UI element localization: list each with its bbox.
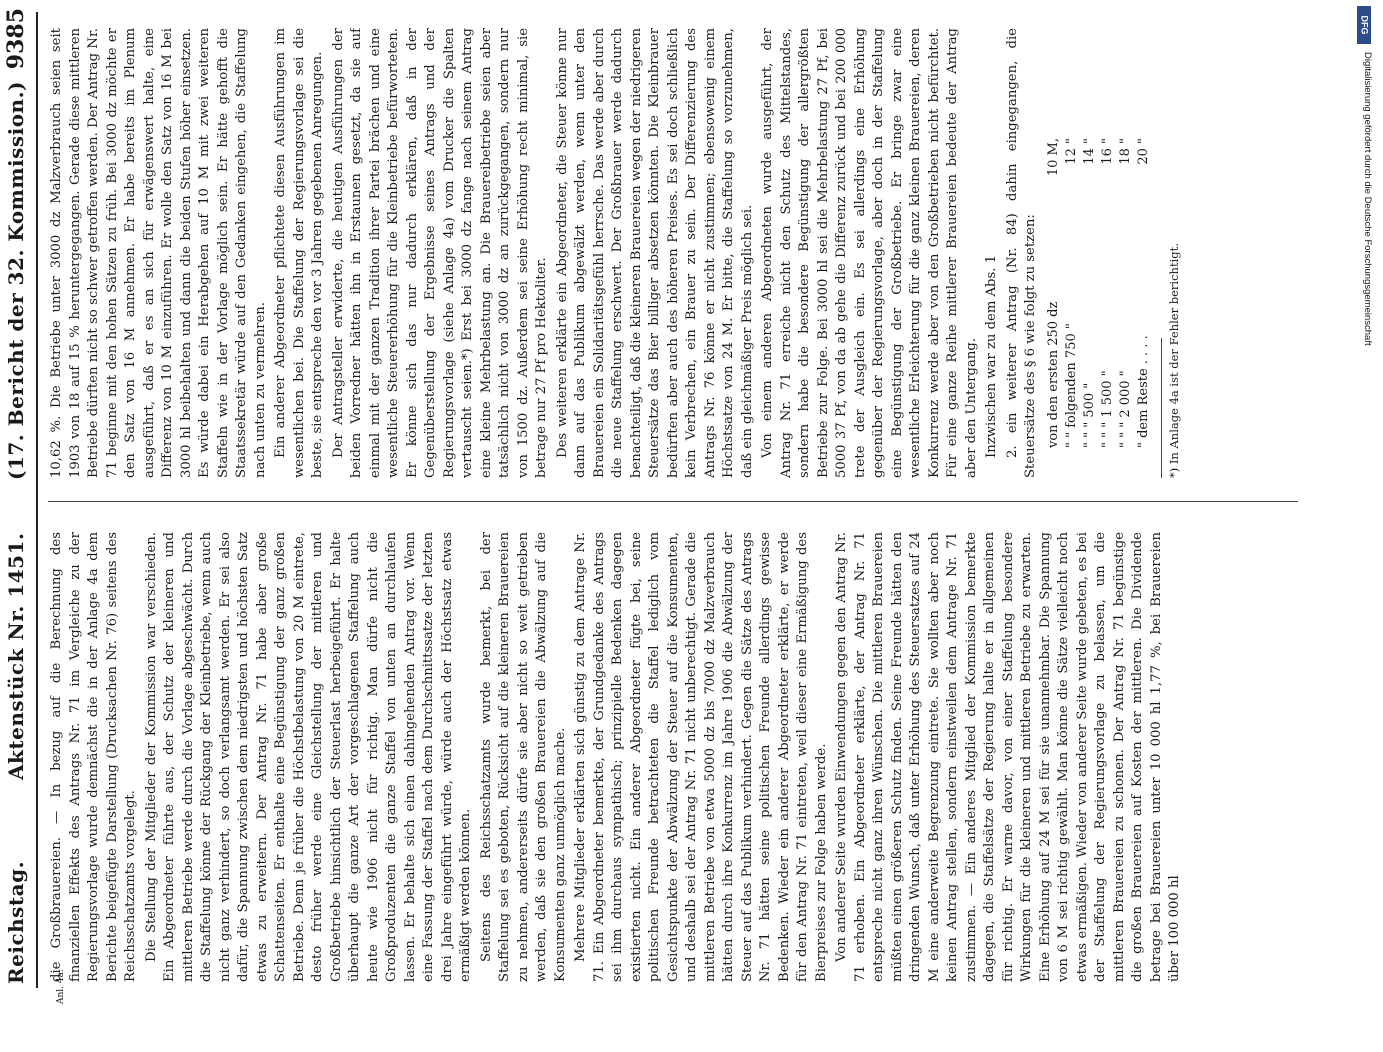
right-column — [48, 28, 1313, 478]
credit-text: Digitalisierung gefördert durch die Deutsche Forschungsgemeinschaft — [1362, 52, 1373, 346]
header-rule — [36, 12, 38, 988]
footnote-rule — [1161, 338, 1162, 478]
right-paragraph-5: Von einem anderen Abgeordneten wurde ausgeführt, der Antrag Nr. 71 erreiche nicht den Schutz des Mittelstandes, sondern habe die besondere Begünstigung der allergrößten Betriebe zur Folge. Bei 3000 hl sei die Mehrbelastung 27 Pf, bei 5000 37 Pf, von da ab gehe die Differenz zurück und bei 200 000 trete der Ausgleich ein. Es sei allerdings eine Erhöhung gegenüber der Regierungsvorlage, aber doch in der Staffelung eine Begünstigung der Großbetriebe. Er bringe zwar eine wesentliche Erleichterung für die ganz kleinen Brauereien, deren Konkurrenz werde aber von den Großbetrieben nicht befürchtet. Für eine ganze Reihe mittlerer Brauereien bedeute der Antrag aber den Untergang. — [760, 28, 979, 478]
rate-row: von den ersten 250 dz 10 M, — [1045, 138, 1061, 448]
right-paragraph-1: 10,62 %. Die Betriebe unter 3000 dz Malzverbrauch seien seit 1903 von 18 auf 15 % heruntergegangen. Gerade diese mittleren Betriebe dürften nicht so schwer getroffen werden. Der Antrag Nr. 71 beginne mit den hohen Sätzen zu früh. Bei 3000 dz möchte er den Satz von 16 M annehmen. Er habe bereits im Plenum ausgeführt, daß er es an sich für erwägenswert halte, eine Differenz von 10 M einzuführen. Er wolle den Satz von 16 M bei 3000 hl beibehalten und dann die beiden Stufen höher einsetzen. Es würde dabei ein Herabgehen auf 10 M mit zwei weiteren Staffeln wie in der Vorlage möglich sein. Er hätte gehofft die Staatssekretär würde auf den Gedanken eingehen, die Staffelung nach unten zu vermehren. — [49, 28, 268, 478]
right-paragraph-3: Der Antragsteller erwiderte, die heutigen Ausführungen der beiden Vorredner hätten ihn in Erstaunen gesetzt, da sie auf einmal mit der ganzen Tradition ihrer Partei brächen und eine wesentliche Steuererhöhung für die Kleinbetriebe befürworteten. Er könne sich das nur dadurch erklären, daß in der Gegenüberstellung der Ergebnisse seines Antrags und der Regierungsvorlage (siehe Anlage 4a) vom Drucker die Spalten vertauscht seien.*) Erst bei 3000 dz fange nach seinem Antrag eine kleine Mehrbelastung an. Die Brauereibetriebe seien aber tatsächlich nicht von 3000 dz an zurückgegangen, sondern nur von 1500 dz. Außerdem sei seine Erhöhung recht minimal, sie betrage nur 27 Pf pro Hektoliter. — [330, 28, 549, 478]
margin-note: Anl. 4a. — [56, 969, 66, 1004]
rate-row: " " folgenden 750 " 12 " — [1063, 138, 1079, 448]
rate-row: " " " 500 " 14 " — [1081, 138, 1097, 448]
digitization-credit — [1351, 0, 1373, 1000]
right-paragraph-7: 2. ein weiterer Antrag (Nr. 84) dahin eingegangen, die Steuersätze des § 6 wie folgt zu setzen: — [1004, 28, 1038, 478]
column-divider — [48, 501, 1298, 502]
left-paragraph-4: Mehrere Mitglieder erklärten sich günstig zu dem Antrage Nr. 71. Ein Abgeordneter bemerkte, der Grundgedanke des Antrags sei ihm durchaus sympathisch; prinzipielle Bedenken dagegen existierten nicht. Ein anderer Abgeordneter fügte bei, seine politischen Freunde betrachteten die Staffel lediglich vom Gesichtspunkte der Abwälzung der Steuer auf die Konsumenten, und deshalb sei der Antrag Nr. 71 nicht unberechtigt. Gerade die mittleren Betriebe von etwa 5000 dz bis 7000 dz Malzverbrauch hätten durch ihre Konkurrenz im Jahre 1906 die Abwälzung der Steuer auf das Publikum verhindert. Gegen die Sätze des Antrags Nr. 71 hätten seine politischen Freunde allerdings gewisse Bedenken. Wieder ein anderer Abgeordneter erklärte, er werde für den Antrag Nr. 71 eintreten, weil dieser eine Ermäßigung des Bierpreises zur Folge haben werde. — [573, 532, 829, 982]
dfg-logo: DFG — [1357, 6, 1371, 44]
header-report-title: (17. Bericht der 32. Kommission.) — [4, 81, 28, 480]
rate-row: " " " 2 000 " 18 " — [1117, 138, 1133, 448]
left-column — [48, 532, 1313, 982]
left-paragraph-2: Die Stellung der Mitglieder der Kommission war verschieden. Ein Abgeordneter führte aus, der Schutz der kleineren und mittleren Betriebe werde durch die Vorlage abgeschwächt. Durch die Staffelung könne der Rückgang der Kleinbetriebe, wenn auch nicht ganz verhindert, so doch verlangsamt werden. Er sei also dafür, die Spannung zwischen dem niedrigsten und höchsten Satz etwas zu erweitern. Der Antrag Nr. 71 habe aber große Schattenseiten. Er enthalte eine Begünstigung der ganz großen Betriebe. Denn je früher die Höchstbelastung von 20 M eintrete, desto früher werde eine Gleichstellung der mittleren und Großbetriebe hinsichtlich der Steuerlast herbeigeführt. Er halte überhaupt die ganze Art der vorgeschlagenen Staffelung auch heute wie 1906 nicht für richtig. Man dürfe nicht die Großproduzenten die ganze Staffel von unten an durchlaufen lassen. Er behalte sich einen dahingehenden Antrag vor. Wenn eine Fassung der Staffel nach dem Durchschnittssatze der letzten drei Jahre eingeführt würde, würde auch der Höchstsatz etwas ermäßigt werden können. — [143, 532, 473, 982]
page-number: 9385 — [3, 8, 29, 70]
left-paragraph-5: Von anderer Seite wurden Einwendungen gegen den Antrag Nr. 71 erhoben. Ein Abgeordneter erklärte, der Antrag Nr. 71 entspreche nicht ganz ihren Wünschen. Die mittleren Brauereien müßten einen größeren Schutz finden. Seine Freunde hätten den dringenden Wunsch, daß unter Erhöhung des Steuersatzes auf 24 M eine anderweite Begrenzung eintrete. Sie wollten aber noch keinen Antrag stellen, sondern einstweilen dem Antrage Nr. 71 zustimmen. — Ein anderes Mitglied der Kommission bemerkte dagegen, die Staffelsätze der Regierung halte er in allgemeinen für richtig. Er warne davor, von einer Staffelung besondere Wirkungen für die kleineren und mittleren Betriebe zu erwarten. Eine Erhöhung auf 24 M sei für sie unannehmbar. Die Spannung von 6 M sei richtig gewählt. Man könne die Sätze vielleicht noch etwas ermäßigen. Wieder von anderer Seite wurde gebeten, es bei der Staffelung der Regierungsvorlage zu belassen, um die mittleren Brauereien zu schonen. Der Antrag Nr. 71 begünstige die großen Brauereien auf Kosten der mittleren. Die Dividende betrage bei Brauereien unter 10 000 hl 1,77 %, bei Brauereien über 100 000 hl — [834, 532, 1182, 982]
rate-row: " dem Reste . . . . 20 " — [1135, 138, 1151, 448]
right-paragraph-6: Inzwischen war zu dem Abs. 1 — [984, 254, 999, 458]
left-paragraph-1: die Großbrauereien. — In bezug auf die Berechnung des finanziellen Effekts des Antrags Nr. 71 im Vergleiche zu der Regierungsvorlage wurde demnächst die in der Anlage 4a dem Berichte beigefügte Darstellung (Drucksachen Nr. 76) seitens des Reichsschatzamts vorgelegt. — [49, 532, 138, 982]
header-reichstag: Reichstag. — [4, 860, 28, 984]
left-paragraph-3: Seitens des Reichsschatzamts wurde bemerkt, bei der Staffelung sei es geboten, Rücksicht auf die kleineren Brauereien zu nehmen, andererseits dürfe sie aber nicht so weit getrieben werden, daß sie den großen Brauereien die Abwälzung auf die Konsumenten ganz unmöglich mache. — [478, 532, 568, 982]
right-paragraph-4: Des weiteren erklärte ein Abgeordneter, die Steuer könne nur dann auf das Publikum abgewälzt werden, wenn unter den Brauereien ein Solidaritätsgefühl herrsche. Das werde aber durch die neue Staffelung erschwert. Der Großbrauer werde dadurch benachteiligt, daß die kleineren Brauereien wegen der niedrigeren Steuersätze das Bier billiger absetzen könnten. Die Kleinbrauer bedürften aber auch des höheren Preises. Es sei doch schließlich kein Verbrechen, ein Brauer zu sein. Der Differenzierung des Antrags Nr. 76 könne er nicht zustimmen; ebensowenig einem Höchstsatze von 24 M. Er bitte, die Staffelung so vorzunehmen, daß ein gleichmäßiger Preis möglich sei. — [554, 28, 755, 478]
rate-row: " " " 1 500 " 16 " — [1099, 138, 1115, 448]
header-aktenstueck: Aktenstück Nr. 1451. — [4, 532, 28, 780]
footnote: *) In Anlage 4a ist der Fehler berichtigt. — [1166, 243, 1181, 478]
right-paragraph-2: Ein anderer Abgeordneter pflichtete diesen Ausführungen im wesentlichen bei. Die Staffelung der Regierungsvorlage sei die beste, sie entspreche den vor 3 Jahren gegebenen Anregungen. — [273, 28, 325, 478]
rate-table — [1045, 28, 1153, 448]
